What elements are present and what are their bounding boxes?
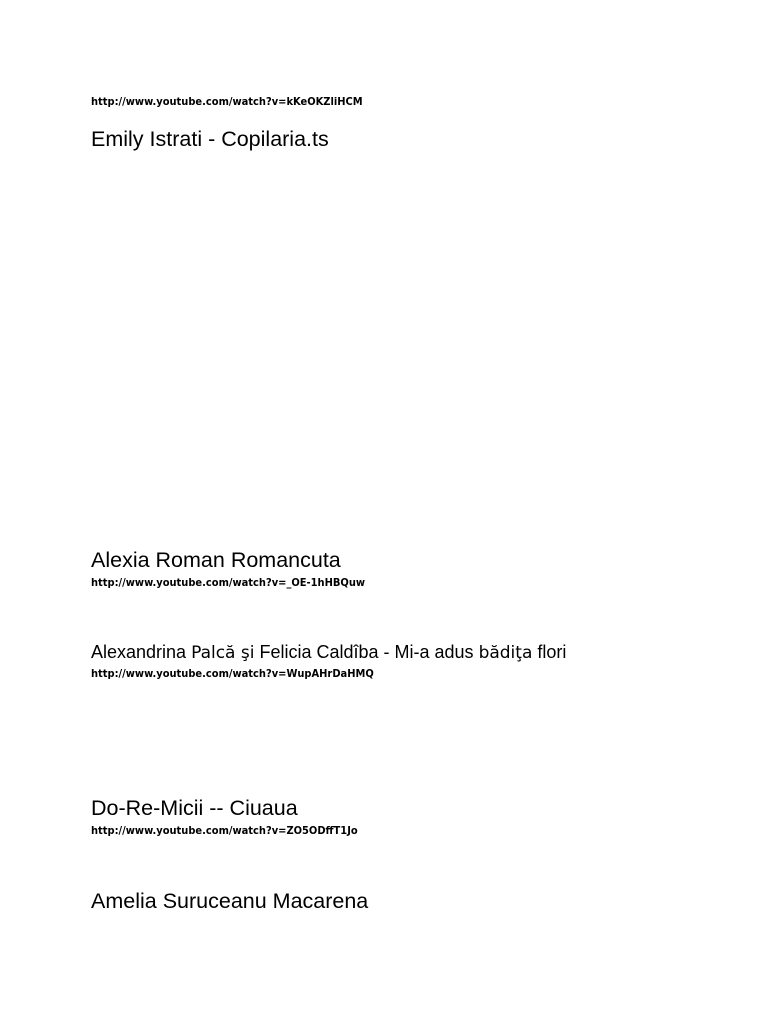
song-title: Amelia Suruceanu Macarena (91, 889, 369, 913)
song-title-part: flori (532, 642, 567, 662)
song-title-part: bădiţa (478, 643, 533, 663)
song-title: Alexia Roman Romancuta (91, 548, 341, 572)
song-title (91, 641, 566, 664)
video-link-url[interactable]: http://www.youtube.com/watch?v=WupAHrDaHMQ (91, 667, 374, 680)
song-title-part: Palcă şi (191, 643, 255, 663)
video-link-url[interactable]: http://www.youtube.com/watch?v=_OE-1hHBQuw (91, 576, 366, 589)
video-link-url[interactable]: http://www.youtube.com/watch?v=kKeOKZliHCM (91, 95, 363, 108)
song-title-part: Felicia Caldîba - Mi-a adus (254, 642, 479, 662)
song-title: Do-Re-Micii -- Ciuaua (91, 796, 298, 820)
video-link-url[interactable]: http://www.youtube.com/watch?v=ZO5ODffT1Jo (91, 824, 358, 837)
song-title-part: Alexandrina (91, 642, 192, 662)
song-title: Emily Istrati - Copilaria.ts (91, 127, 329, 151)
